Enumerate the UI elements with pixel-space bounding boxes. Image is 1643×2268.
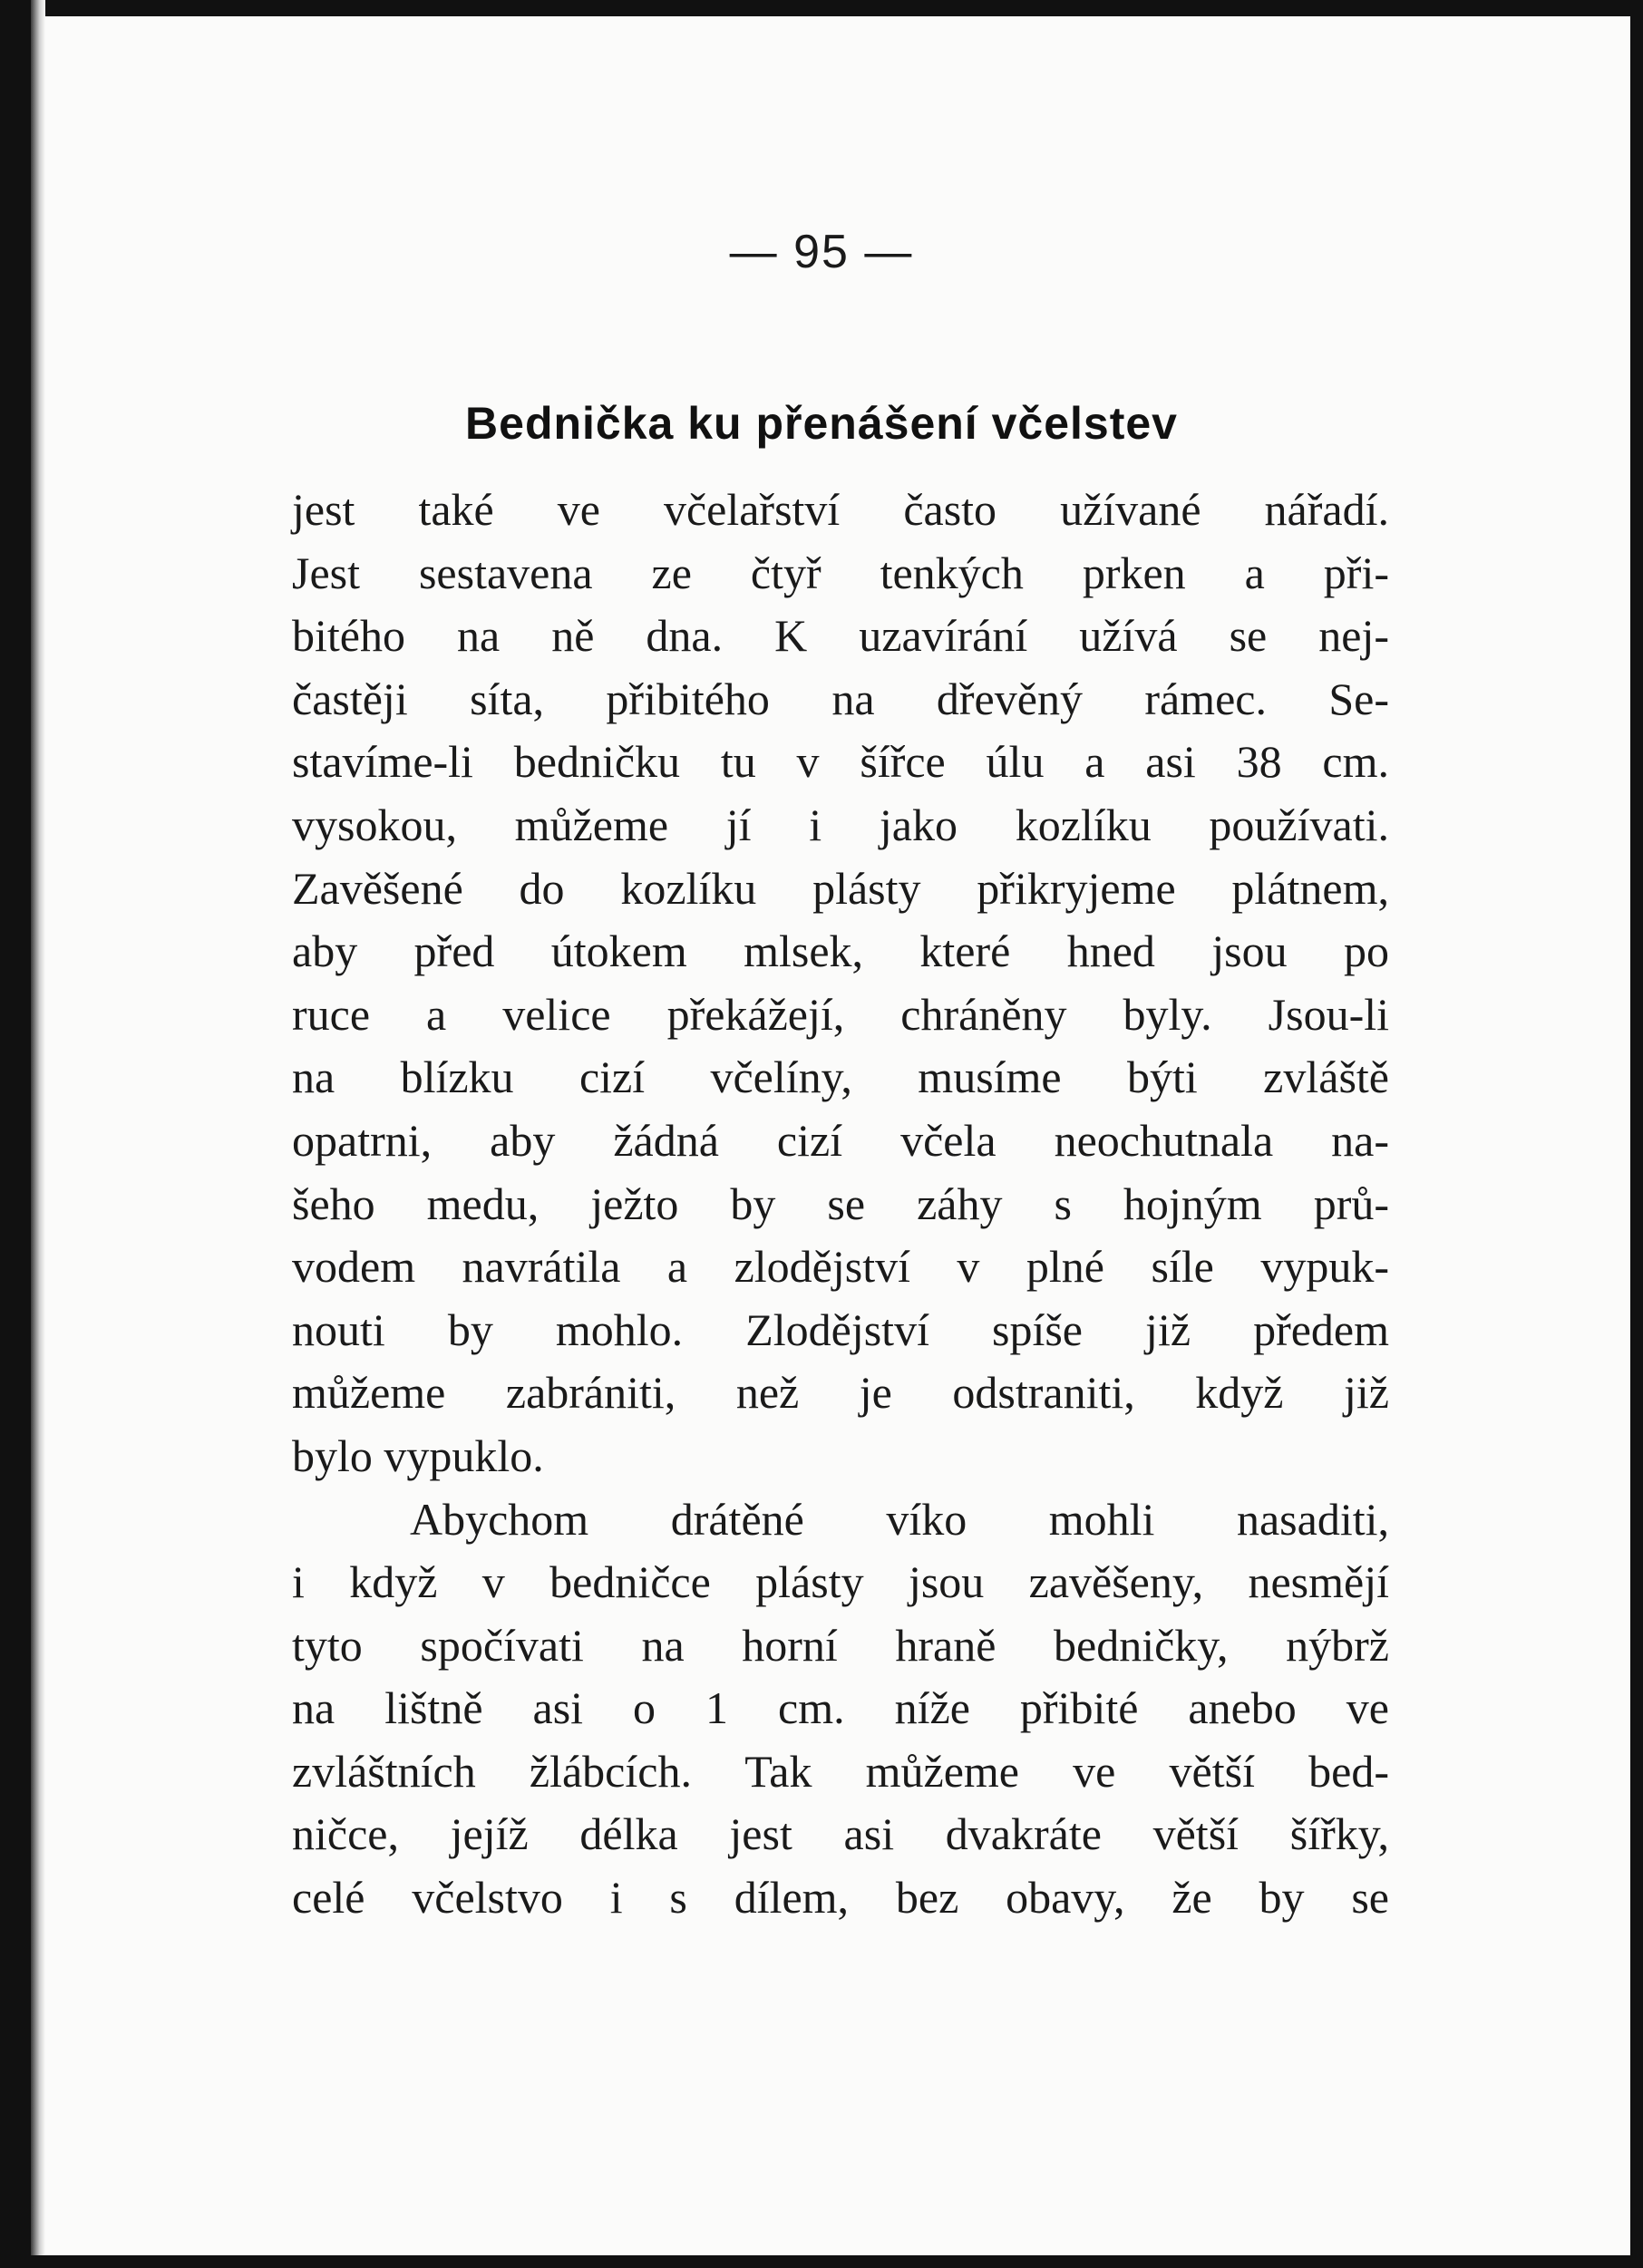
text-line: ruce a velice překážejí, chráněny byly. Jsou-li (292, 988, 1389, 1040)
text-line: ničce, jejíž délka jest asi dvakráte větší šířky, (292, 1808, 1389, 1860)
text-line: šeho medu, ježto by se záhy s hojným prů- (292, 1178, 1389, 1229)
page-gutter-shadow (31, 0, 45, 2268)
scan-border-left (0, 0, 31, 2268)
text-line: opatrni, aby žádná cizí včela neochutnala na- (292, 1114, 1389, 1166)
text-line-paragraph-end: bylo vypuklo. (292, 1430, 544, 1481)
text-line: jest také ve včelařství často užívané nářadí. (292, 484, 1389, 535)
text-line: Zavěšené do kozlíku plásty přikryjeme plátnem, (292, 862, 1389, 914)
text-line: nouti by mohlo. Zlodějství spíše již předem (292, 1304, 1389, 1355)
text-line-paragraph-start: Abychom drátěné víko mohli nasaditi, (410, 1493, 1389, 1545)
text-line: tyto spočívati na horní hraně bedničky, nýbrž (292, 1619, 1389, 1671)
page-number: — 95 — (729, 226, 914, 278)
section-heading: Bednička ku přenášení včelstev (465, 398, 1178, 449)
text-line: vodem navrátila a zlodějství v plné síle vypuk- (292, 1241, 1389, 1293)
text-line: vysokou, můžeme jí i jako kozlíku používati. (292, 799, 1389, 850)
text-line: celé včelstvo i s dílem, bez obavy, že by se (292, 1872, 1389, 1924)
text-line: častěji síta, přibitého na dřevěný rámec. Se- (292, 673, 1389, 724)
scan-border-right (1630, 0, 1643, 2268)
scan-border-top (0, 0, 1643, 16)
text-line: bitého na ně dna. K uzavírání užívá se nej- (292, 610, 1389, 662)
text-line: na lištně asi o 1 cm. níže přibité anebo ve (292, 1682, 1389, 1734)
text-line: stavíme-li bedničku tu v šířce úlu a asi 38 cm. (292, 736, 1389, 788)
body-text (292, 479, 1389, 1930)
text-line: i když v bedničce plásty jsou zavěšeny, nesmějí (292, 1556, 1389, 1608)
text-line: zvláštních žlábcích. Tak můžeme ve větší bed- (292, 1745, 1389, 1797)
text-line: aby před útokem mlsek, které hned jsou po (292, 926, 1389, 977)
text-line: Jest sestavena ze čtyř tenkých prken a při- (292, 547, 1389, 598)
text-line: můžeme zabrániti, než je odstraniti, když již (292, 1367, 1389, 1419)
scan-border-bottom (0, 2255, 1643, 2268)
text-line: na blízku cizí včelíny, musíme býti zvláště (292, 1052, 1389, 1103)
